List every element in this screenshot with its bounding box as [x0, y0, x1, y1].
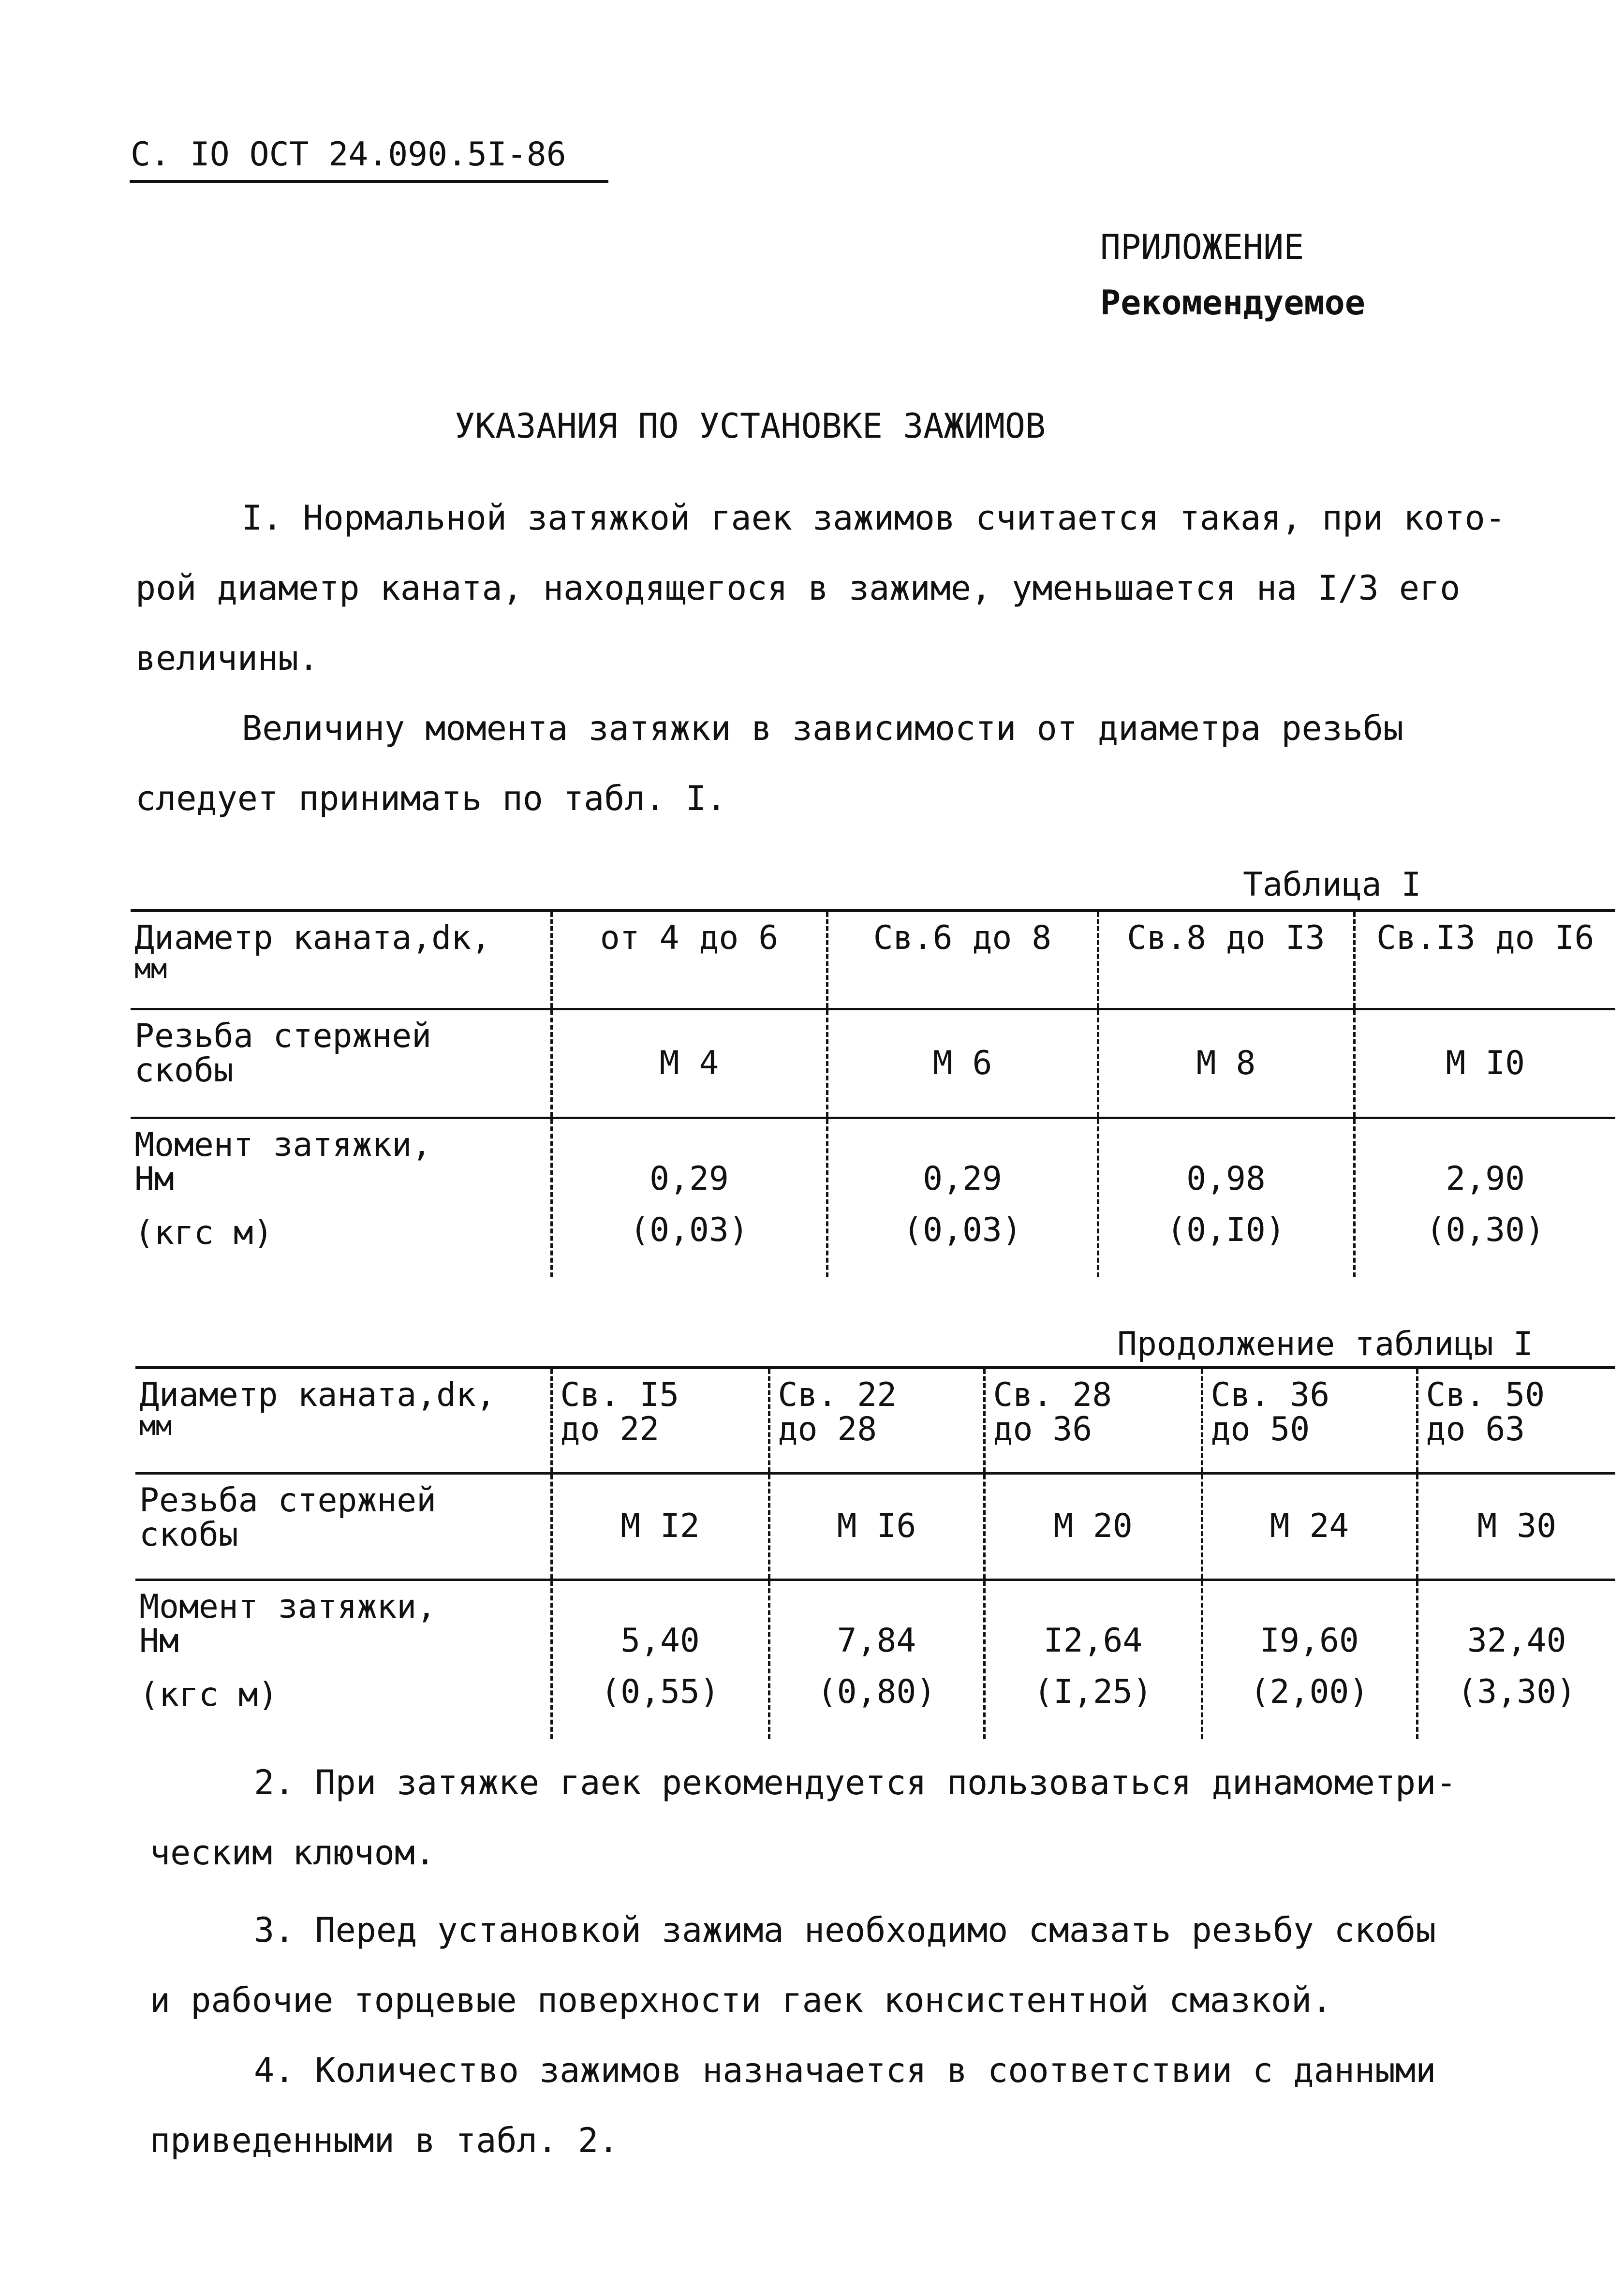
row-label-torque-line-2: Нм [134, 1160, 174, 1198]
paragraph-4-line-2: и рабочие торцевые поверхности гаек консистентной смазкой. [150, 1980, 1332, 2020]
row-label-diameter [131, 912, 551, 1009]
row-label-torque-line-3: (кгс м) [139, 1676, 278, 1714]
torque-kgf: (0,03) [630, 1211, 749, 1249]
paragraph-3-line-1: 2. При затяжке гаек рекомендуется пользоваться динамометри- [254, 1763, 1457, 1802]
torque-nm: 0,98 [1186, 1159, 1266, 1198]
row-label-diameter-line-2: мм [139, 1410, 172, 1442]
t1-diameter-cell-4: Св.I3 до I6 [1354, 912, 1615, 1009]
row-label-thread-line-2: скобы [134, 1051, 234, 1090]
header-underline [130, 180, 608, 183]
torque-nm: 0,29 [650, 1159, 729, 1198]
torque-kgf: (3,30) [1457, 1672, 1577, 1711]
torque-kgf: (0,80) [817, 1672, 936, 1711]
table-1-row-diameter [131, 912, 1615, 1009]
table-1-cont-caption: Продолжение таблицы I [1117, 1325, 1533, 1363]
diameter-to: до 28 [778, 1410, 877, 1449]
t1c-torque-cell-1 [551, 1580, 769, 1739]
section-title: УКАЗАНИЯ ПО УСТАНОВКЕ ЗАЖИМОВ [455, 406, 1046, 446]
torque-nm: 7,84 [837, 1621, 916, 1660]
torque-kgf: (2,00) [1250, 1672, 1369, 1711]
torque-nm: I9,60 [1260, 1621, 1359, 1660]
page-reference: С. IO ОСТ 24.090.5I-86 [131, 135, 566, 174]
paragraph-3-line-2: ческим ключом. [150, 1833, 436, 1873]
table-1 [131, 912, 1615, 1277]
diameter-from: Св. 28 [993, 1376, 1112, 1414]
torque-nm: 0,29 [923, 1159, 1002, 1198]
torque-nm: 2,90 [1446, 1159, 1525, 1198]
table-1-cont-row-torque [135, 1580, 1615, 1739]
table-1-row-torque [131, 1118, 1615, 1277]
t1-torque-cell-2 [827, 1118, 1098, 1277]
t1c-diameter-cell-3 [984, 1369, 1202, 1473]
row-label-thread-line-1: Резьба стержней [139, 1481, 437, 1520]
t1-torque-cell-1 [551, 1118, 827, 1277]
t1-torque-cell-4 [1354, 1118, 1615, 1277]
table-1-cont-row-thread [135, 1473, 1615, 1580]
torque-kgf: (0,30) [1426, 1211, 1545, 1249]
diameter-to: до 50 [1211, 1410, 1310, 1449]
row-label-thread [135, 1473, 551, 1580]
row-label-diameter-line-1: Диаметр каната,dк, [139, 1376, 496, 1414]
t1-thread-cell-1: М 4 [551, 1009, 827, 1118]
t1c-thread-cell-5: М 30 [1417, 1473, 1615, 1580]
t1-torque-cell-3 [1098, 1118, 1354, 1277]
row-label-torque [131, 1118, 551, 1277]
diameter-from: Св. I5 [560, 1376, 679, 1414]
paragraph-1-line-3: величины. [135, 638, 319, 678]
t1-thread-cell-2: М 6 [827, 1009, 1098, 1118]
paragraph-2-line-1: Величину момента затяжки в зависимости от диаметра резьбы [242, 709, 1404, 748]
appendix-title: ПРИЛОЖЕНИЕ [1100, 227, 1304, 267]
t1-thread-cell-3: М 8 [1098, 1009, 1354, 1118]
row-label-thread-line-1: Резьба стержней [134, 1017, 432, 1055]
t1-diameter-cell-2: Св.6 до 8 [827, 912, 1098, 1009]
row-label-thread-line-2: скобы [139, 1515, 238, 1554]
paragraph-5-line-1: 4. Количество зажимов назначается в соответствии с данными [254, 2051, 1436, 2090]
diameter-to: до 36 [993, 1410, 1093, 1449]
diameter-from: Св. 50 [1426, 1376, 1545, 1414]
torque-kgf: (0,I0) [1166, 1211, 1285, 1249]
torque-nm: 32,40 [1467, 1621, 1566, 1660]
table-1-continuation [135, 1369, 1615, 1739]
row-label-diameter-line-2: мм [134, 953, 167, 985]
t1c-thread-cell-1: М I2 [551, 1473, 769, 1580]
diameter-from: Св. 36 [1211, 1376, 1330, 1414]
t1c-thread-cell-2: М I6 [769, 1473, 984, 1580]
paragraph-1-line-1: I. Нормальной затяжкой гаек зажимов считается такая, при кото- [242, 498, 1506, 538]
t1-diameter-cell-1: от 4 до 6 [551, 912, 827, 1009]
paragraph-4-line-1: 3. Перед установкой зажима необходимо смазать резьбу скобы [254, 1910, 1436, 1950]
row-label-torque [135, 1580, 551, 1739]
diameter-from: Св. 22 [778, 1376, 897, 1414]
t1c-diameter-cell-1 [551, 1369, 769, 1473]
t1c-diameter-cell-2 [769, 1369, 984, 1473]
t1c-torque-cell-4 [1202, 1580, 1417, 1739]
row-label-torque-line-1: Момент затяжки, [139, 1587, 437, 1626]
torque-kgf: (0,55) [601, 1672, 720, 1711]
t1c-torque-cell-3 [984, 1580, 1202, 1739]
paragraph-5-line-2: приведенными в табл. 2. [150, 2121, 619, 2160]
table-1-row-thread [131, 1009, 1615, 1118]
diameter-to: до 63 [1426, 1410, 1525, 1449]
row-label-torque-line-3: (кгс м) [134, 1214, 273, 1253]
torque-nm: I2,64 [1043, 1621, 1143, 1660]
t1-thread-cell-4: М I0 [1354, 1009, 1615, 1118]
t1c-torque-cell-2 [769, 1580, 984, 1739]
paragraph-2-line-2: следует принимать по табл. I. [135, 779, 727, 818]
t1c-thread-cell-4: М 24 [1202, 1473, 1417, 1580]
row-label-diameter-line-1: Диаметр каната,dк, [134, 919, 491, 957]
row-label-torque-line-1: Момент затяжки, [134, 1125, 432, 1164]
t1c-torque-cell-5 [1417, 1580, 1615, 1739]
table-1-cont-row-diameter [135, 1369, 1615, 1473]
t1c-diameter-cell-5 [1417, 1369, 1615, 1473]
t1c-diameter-cell-4 [1202, 1369, 1417, 1473]
torque-nm: 5,40 [620, 1621, 700, 1660]
torque-kgf: (I,25) [1033, 1672, 1152, 1711]
torque-kgf: (0,03) [903, 1211, 1022, 1249]
row-label-torque-line-2: Нм [139, 1622, 179, 1660]
row-label-diameter [135, 1369, 551, 1473]
appendix-type: Рекомендуемое [1100, 283, 1365, 323]
row-label-thread [131, 1009, 551, 1118]
paragraph-1-line-2: рой диаметр каната, находящегося в зажиме, уменьшается на I/3 его [135, 568, 1461, 608]
diameter-to: до 22 [560, 1410, 660, 1449]
table-1-caption: Таблица I [1243, 866, 1421, 904]
t1c-thread-cell-3: М 20 [984, 1473, 1202, 1580]
t1-diameter-cell-3: Св.8 до I3 [1098, 912, 1354, 1009]
